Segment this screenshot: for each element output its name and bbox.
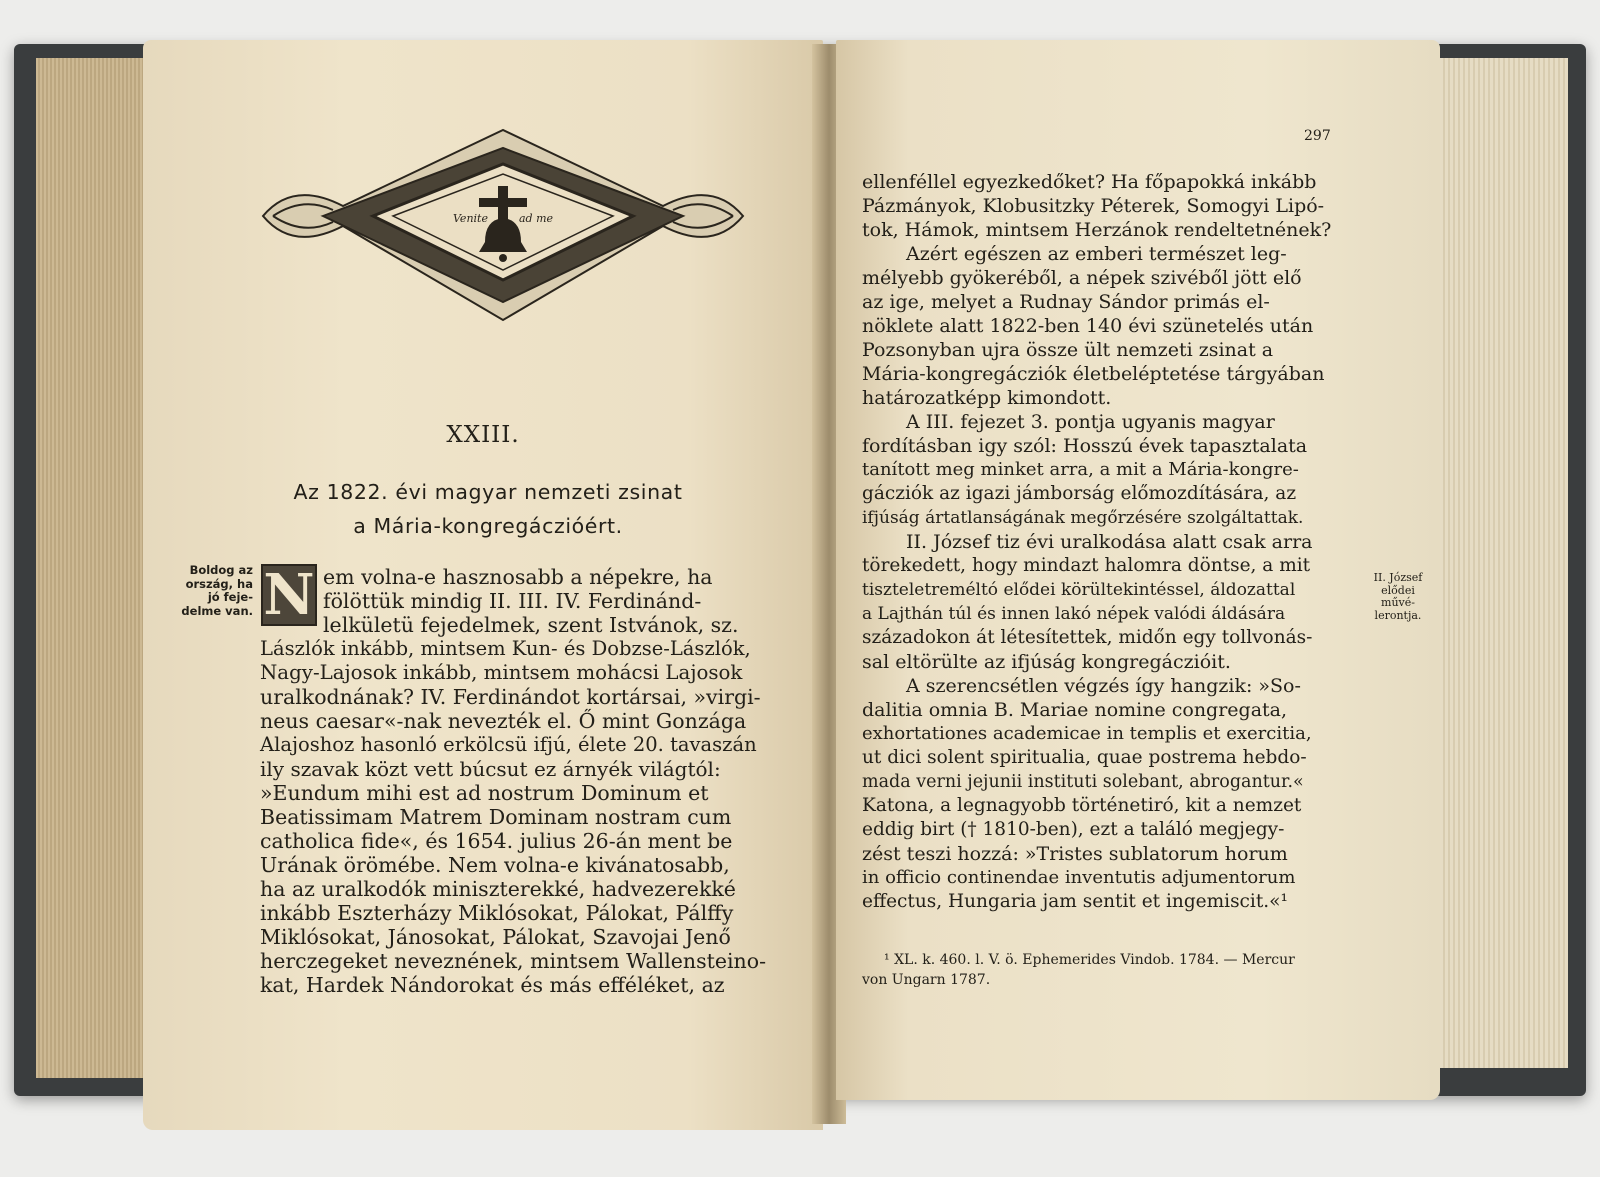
ornament-text-left: Venite [453,212,488,225]
text-line: Pozsonyban ujra össze ült nemzeti zsinat a [862,339,1274,361]
text-line: Nagy-Lajosok inkább, mintsem mohácsi Lajosok [260,661,743,684]
marginal-note-line: ország, ha [185,576,253,591]
text-line: Beatissimam Matrem Dominam nostram cum [260,805,732,829]
chapter-title-line2: a Mária-kongregáczióért. [353,514,623,538]
text-line: nöklete alatt 1822-ben 140 évi szünetelés után [862,315,1314,337]
text-line: exhortationes academicae in templis et exercitia, [862,723,1312,744]
chapter-title-line1: Az 1822. évi magyar nemzeti zsinat [293,480,683,504]
left-page [143,40,823,1130]
text-line: effectus, Hungaria jam sentit et ingemiscit.«¹ [862,891,1288,912]
marginal-note-line: Boldog az [189,563,253,577]
text-line: Lászlók inkább, mintsem Kun- és Dobzse-Lászlók, [260,637,751,660]
page-number: 297 [1304,128,1331,144]
page-edges-right [1440,58,1568,1068]
text-line: az ige, melyet a Rudnay Sándor primás el- [862,291,1270,313]
text-line: Azért egészen az emberi természet leg- [906,243,1287,265]
text-line: uralkodnának? IV. Ferdinándot kortársai, »virgi- [260,685,761,709]
marginal-note-line: művé- [1381,596,1415,609]
text-line: zést teszi hozzá: »Tristes sublatorum horum [862,843,1288,865]
text-line: neus caesar«-nak nevezték el. Ő mint Gonzága [260,709,747,733]
text-line: inkább Eszterházy Miklósokat, Pálokat, Pálffy [260,901,734,925]
text-line: em volna-e hasznosabb a népekre, ha [323,565,713,589]
text-line: »Eundum mihi est ad nostrum Dominum et [260,781,709,805]
marginal-note-line: II. József [1373,571,1423,584]
ornament-text-right: ad me [519,212,554,225]
chapter-number: XXIII. [446,422,520,448]
text-line: A III. fejezet 3. pontja ugyanis magyar [906,411,1275,433]
right-page [836,40,1440,1100]
text-line: Urának örömébe. Nem volna-e kivánatosabb, [260,853,730,877]
footnote-line: von Ungarn 1787. [862,972,991,988]
marginal-note-line: lerontja. [1374,608,1422,622]
chapter-ornament [253,120,753,330]
text-line: A szerencsétlen végzés így hangzik: »So- [906,675,1301,697]
page-edges-left [36,58,148,1078]
text-line: határozatképp kimondott. [862,387,1112,409]
text-line: eddig birt († 1810-ben), ezt a találó megjegy- [862,819,1285,840]
text-line: Pázmányok, Klobusitzky Péterek, Somogyi Lipó- [862,195,1325,217]
text-line: II. József tiz évi uralkodása alatt csak arra [906,531,1313,553]
marginal-note-line: jó feje- [207,590,253,604]
text-line: dalitia omnia B. Mariae nomine congregata, [862,699,1288,721]
marginal-note-left [173,564,253,618]
text-line: századokon át létesítettek, midőn egy tollvonás- [862,627,1313,648]
text-line: Katona, a legnagyobb történetiró, kit a nemzet [862,795,1302,816]
text-line: ellenféllel egyezkedőket? Ha főpapokká inkább [862,171,1317,193]
text-line: lelkületü fejedelmek, szent Istvánok, sz. [323,613,739,637]
text-line: ut dici solent spiritualia, quae postrema hebdo- [862,747,1307,768]
text-line: fölöttük mindig II. III. IV. Ferdinánd- [323,589,702,613]
text-line: herczegeket neveznének, mintsem Wallensteino- [260,949,767,973]
text-line: Alajoshoz hasonló erkölcsü ifjú, élete 20. tavaszán [260,733,757,756]
text-line: Mária-kongregácziók életbeléptetése tárgyában [862,363,1325,385]
text-line: Miklósokat, Jánosokat, Pálokat, Szavojai Jenő [260,925,731,949]
text-line: ha az uralkodók miniszterekké, hadvezerekké [260,877,736,901]
marginal-note-line: delme van. [181,603,253,618]
text-line: gácziók az igazi jámborság előmozdítására, az [862,483,1297,504]
drop-cap [261,564,317,626]
text-line: ifjúság ártatlanságának megőrzésére szolgáltattak. [862,508,1304,528]
text-line: kat, Hardek Nándorokat és más efféléket, az [260,973,725,997]
text-line: mada verni jejunii instituti solebant, abrogantur.« [862,772,1304,792]
text-line: mélyebb gyökeréből, a népek szivéből jött elő [862,267,1302,289]
marginal-note-right [1357,572,1439,622]
marginal-note-line: elődei [1381,583,1415,597]
text-line: in officio continendae inventutis adjumentorum [862,867,1296,888]
footnote-line: ¹ XL. k. 460. l. V. ö. Ephemerides Vindob. 1784. — Mercur [884,952,1295,968]
text-line: fordításban igy szól: Hosszú évek tapasztalata [862,435,1308,457]
text-line: tiszteletreméltó elődei körültekintéssel, áldozattal [862,580,1296,600]
text-line: törekedett, hogy mindazt halomra döntse, a mit [862,555,1311,576]
text-line: catholica fide«, és 1654. julius 26-án ment be [260,829,733,853]
drop-cap-letter: N [263,562,315,628]
text-line: a Lajthán túl és innen lakó népek valódi áldására [862,604,1286,624]
text-line: tok, Hámok, mintsem Herzánok rendeltetnének? [862,219,1332,241]
text-line: sal eltörülte az ifjúság kongregáczióit. [862,651,1231,673]
text-line: tanított meg minket arra, a mit a Mária-kongre- [862,459,1299,480]
text-line: ily szavak közt vett búcsut ez árnyék világtól: [260,757,721,781]
